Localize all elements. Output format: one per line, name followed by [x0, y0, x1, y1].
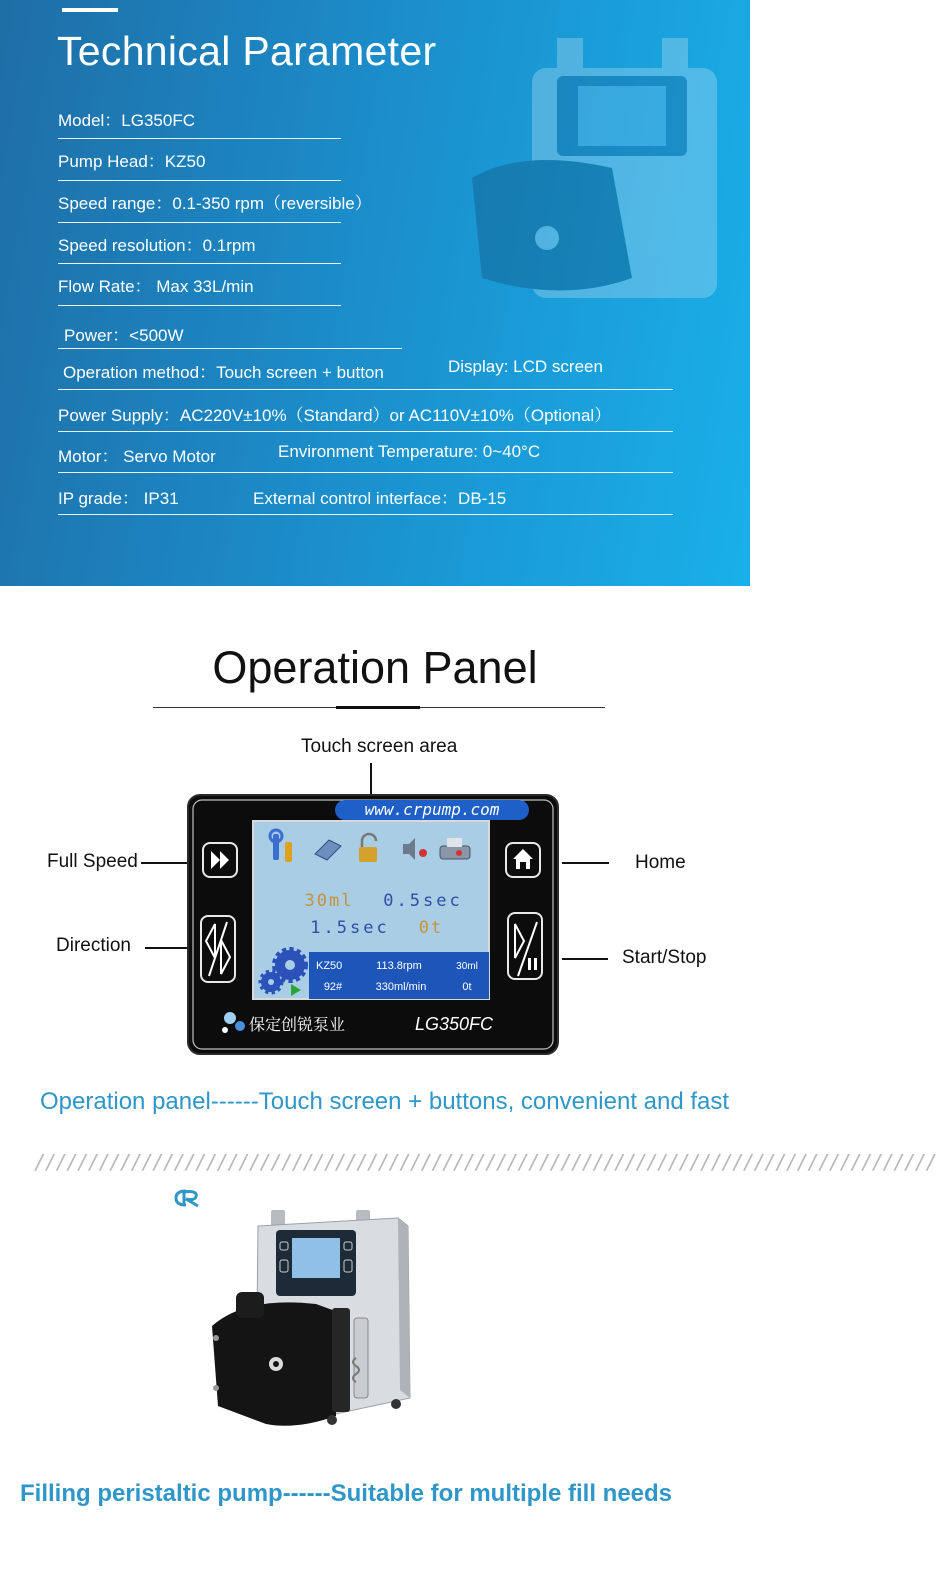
param-divider — [58, 514, 673, 515]
status-pump-head: KZ50 — [316, 960, 343, 972]
readout-count: 0t — [418, 918, 444, 938]
callout-home: Home — [635, 852, 686, 873]
callout-full-speed: Full Speed — [47, 851, 138, 872]
status-speed: 113.8rpm — [376, 960, 422, 972]
pump-product-image — [206, 1208, 421, 1432]
callout-touch-screen: Touch screen area — [301, 736, 458, 757]
param-divider — [58, 305, 341, 306]
panel-url: www.crpump.com — [364, 800, 500, 819]
param-divider — [58, 263, 341, 264]
status-tube: 92# — [323, 981, 343, 993]
callout-line-direction — [145, 947, 189, 949]
technical-parameter-section — [0, 0, 750, 586]
callout-line-home — [562, 862, 609, 864]
param-divider — [58, 180, 341, 181]
pump-caption: Filling peristaltic pump------Suitable for multiple fill needs — [20, 1480, 673, 1507]
readout-interval: 0.5sec — [383, 891, 463, 911]
readout-volume: 30ml — [304, 891, 354, 911]
param-divider — [58, 389, 673, 390]
param-external-interface: External control interface：DB-15 — [253, 489, 507, 508]
param-model: Model：LG350FC — [58, 111, 196, 130]
panel-model: LG350FC — [415, 1014, 494, 1034]
param-motor: Motor： Servo Motor — [58, 447, 216, 466]
param-flow-rate: Flow Rate： Max 33L/min — [58, 277, 254, 296]
status-flow: 330ml/min — [375, 981, 427, 993]
param-speed-resolution: Speed resolution：0.1rpm — [58, 236, 256, 255]
param-pump-head: Pump Head：KZ50 — [58, 152, 206, 171]
control-panel — [187, 794, 559, 1055]
operation-panel-title: Operation Panel — [212, 642, 538, 693]
status-volume: 30ml — [456, 961, 478, 972]
param-divider — [58, 222, 341, 223]
param-display: Display: LCD screen — [448, 357, 603, 376]
param-ip-grade: IP grade： IP31 — [58, 489, 179, 508]
panel-brand: 保定创锐泵业 — [249, 1017, 346, 1034]
param-divider — [58, 138, 341, 139]
param-power: Power：<500W — [64, 326, 184, 345]
title-accent-bar — [62, 8, 118, 12]
decorative-divider: //////////////////////////////////////////////////////////////////////////////////// — [34, 1150, 936, 1174]
param-environment: Environment Temperature: 0~40°C — [278, 442, 541, 461]
operation-panel-caption: Operation panel------Touch screen + buttons, convenient and fast — [40, 1088, 730, 1115]
tech-title: Technical Parameter — [57, 28, 437, 74]
pump-background-image — [462, 28, 732, 308]
title-underline-accent — [336, 706, 420, 709]
callout-line-start-stop — [562, 958, 608, 960]
callout-direction: Direction — [56, 935, 131, 956]
callout-start-stop: Start/Stop — [622, 947, 707, 968]
param-divider — [58, 472, 673, 473]
param-operation-method: Operation method：Touch screen + button — [63, 363, 384, 382]
status-count: 0t — [462, 981, 472, 993]
param-speed-range: Speed range：0.1-350 rpm（reversible） — [58, 194, 372, 213]
callout-line-full-speed — [141, 862, 189, 864]
param-divider — [58, 431, 673, 432]
brand-logo-icon — [172, 1186, 206, 1210]
param-power-supply: Power Supply：AC220V±10%（Standard）or AC110V±10%（Optional） — [58, 406, 612, 425]
readout-time: 1.5sec — [310, 918, 390, 938]
param-divider — [58, 348, 402, 349]
